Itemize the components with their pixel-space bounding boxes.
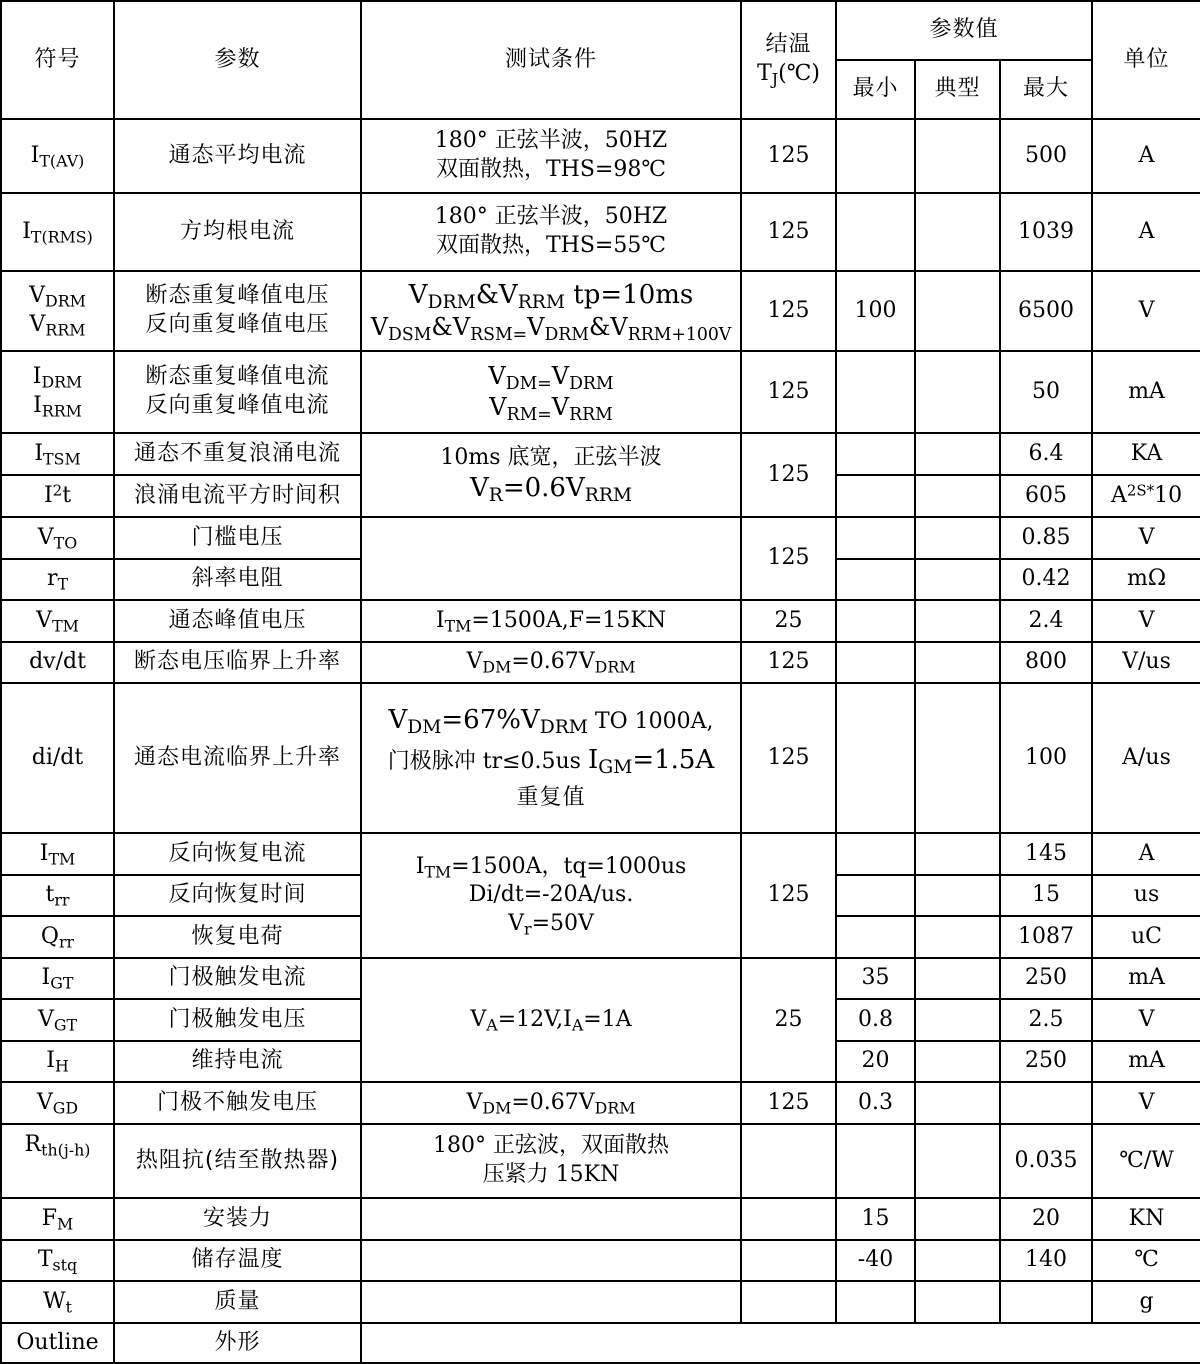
tj-cell <box>741 1198 836 1240</box>
unit-cell: g <box>1092 1281 1200 1323</box>
unit-cell: V <box>1092 1082 1200 1124</box>
symbol-cell: $V_{DRM}$ $V_{RRM}$ <box>1 271 114 351</box>
table-row <box>1 1240 1200 1281</box>
tj-cell: 125 <box>741 433 836 517</box>
condition-cell: $V_{DM}=0.67V_{DRM}$ <box>361 1082 741 1124</box>
symbol-cell: di/dt <box>1 683 114 833</box>
max-cell: 2.4 <box>1000 600 1092 642</box>
symbol-cell: $I_{GT}$ <box>1 958 114 999</box>
max-cell: 250 <box>1000 1041 1092 1082</box>
condition-cell: 180° 正弦半波，50HZ 双面散热，THS=55℃ <box>361 193 741 271</box>
param-cell: 通态不重复浪涌电流 <box>114 433 361 475</box>
max-cell: 0.42 <box>1000 559 1092 600</box>
param-cell: 恢复电荷 <box>114 916 361 958</box>
max-cell <box>1000 1082 1092 1124</box>
typ-cell <box>915 271 1000 351</box>
min-cell <box>836 600 915 642</box>
max-cell: 2.5 <box>1000 999 1092 1041</box>
table-row <box>1 193 1200 271</box>
min-cell <box>836 433 915 475</box>
header-param: 参数 <box>114 1 361 119</box>
tj-cell <box>741 1281 836 1323</box>
typ-cell <box>915 1082 1000 1124</box>
param-cell: 方均根电流 <box>114 193 361 271</box>
unit-cell: uC <box>1092 916 1200 958</box>
header-test: 测试条件 <box>361 1 741 119</box>
param-cell: 断态重复峰值电流 反向重复峰值电流 <box>114 351 361 433</box>
min-cell <box>836 475 915 517</box>
typ-cell <box>915 559 1000 600</box>
min-cell <box>836 833 915 875</box>
unit-cell: mA <box>1092 351 1200 433</box>
unit-cell: V <box>1092 271 1200 351</box>
table-row <box>1 1323 1200 1363</box>
unit-cell: mΩ <box>1092 559 1200 600</box>
symbol-cell: $R_{th(j-h)}$ <box>1 1124 114 1198</box>
unit-cell: A/us <box>1092 683 1200 833</box>
param-cell: 门极触发电压 <box>114 999 361 1041</box>
condition-cell <box>361 1281 741 1323</box>
tj-cell: 125 <box>741 642 836 683</box>
tj-cell <box>741 1124 836 1198</box>
header-row <box>1 1 1200 60</box>
min-cell <box>836 916 915 958</box>
table-row <box>1 683 1200 833</box>
param-cell: 门槛电压 <box>114 517 361 559</box>
tj-cell: 125 <box>741 833 836 958</box>
condition-cell <box>361 517 741 600</box>
tj-cell: 25 <box>741 600 836 642</box>
tj-cell: 125 <box>741 517 836 600</box>
table-row <box>1 833 1200 875</box>
condition-cell: $I_{TM}=1500A$，tq=1000us Di/dt=-20A/us. $V_r=50V$ <box>361 833 741 958</box>
condition-cell: $V_{DRM}\&V_{RRM}$ tp=10ms $V_{DSM}\&V_{RSM=}V_{DRM}\&V_{RRM+100V}$ <box>361 271 741 351</box>
typ-cell <box>915 642 1000 683</box>
max-cell: 50 <box>1000 351 1092 433</box>
tj-cell: 25 <box>741 958 836 1082</box>
table-row <box>1 642 1200 683</box>
symbol-cell: $F_M$ <box>1 1198 114 1240</box>
param-cell: 通态峰值电压 <box>114 600 361 642</box>
min-cell <box>836 875 915 916</box>
param-cell: 斜率电阻 <box>114 559 361 600</box>
typ-cell <box>915 875 1000 916</box>
param-cell: 质量 <box>114 1281 361 1323</box>
param-cell: 反向恢复时间 <box>114 875 361 916</box>
param-cell: 储存温度 <box>114 1240 361 1281</box>
condition-cell: 10ms 底宽，正弦半波 $V_R=0.6V_{RRM}$ <box>361 433 741 517</box>
unit-cell: A <box>1092 833 1200 875</box>
header-max: 最大 <box>1000 60 1092 119</box>
unit-cell: V <box>1092 517 1200 559</box>
table-row <box>1 351 1200 433</box>
condition-cell: $V_A=12V,I_A=1A$ <box>361 958 741 1082</box>
typ-cell <box>915 475 1000 517</box>
param-cell: 断态电压临界上升率 <box>114 642 361 683</box>
max-cell: 0.85 <box>1000 517 1092 559</box>
condition-cell: $V_{DM}=67\%V_{DRM}$ TO 1000A, 门极脉冲 tr≤0.5us $I_{GM}=1.5A$ 重复值 <box>361 683 741 833</box>
max-cell: 15 <box>1000 875 1092 916</box>
tj-cell: 125 <box>741 271 836 351</box>
symbol-cell: $I_{DRM}$ $I_{RRM}$ <box>1 351 114 433</box>
unit-cell: KN <box>1092 1198 1200 1240</box>
header-min: 最小 <box>836 60 915 119</box>
table-row <box>1 517 1200 559</box>
typ-cell <box>915 1041 1000 1082</box>
typ-cell <box>915 193 1000 271</box>
unit-cell: A <box>1092 119 1200 193</box>
min-cell <box>836 1281 915 1323</box>
unit-cell: A <box>1092 193 1200 271</box>
unit-cell: us <box>1092 875 1200 916</box>
symbol-cell: $I_{T(AV)}$ <box>1 119 114 193</box>
symbol-cell: $I_{TSM}$ <box>1 433 114 475</box>
min-cell: 0.3 <box>836 1082 915 1124</box>
typ-cell <box>915 999 1000 1041</box>
max-cell: 0.035 <box>1000 1124 1092 1198</box>
typ-cell <box>915 1198 1000 1240</box>
max-cell: 500 <box>1000 119 1092 193</box>
typ-cell <box>915 119 1000 193</box>
min-cell: 20 <box>836 1041 915 1082</box>
typ-cell <box>915 600 1000 642</box>
typ-cell <box>915 1240 1000 1281</box>
condition-cell: $V_{DM}=0.67V_{DRM}$ <box>361 642 741 683</box>
header-symbol: 符号 <box>1 1 114 119</box>
max-cell: 800 <box>1000 642 1092 683</box>
outline-cell <box>361 1323 1200 1363</box>
max-cell: 145 <box>1000 833 1092 875</box>
typ-cell <box>915 517 1000 559</box>
table-row <box>1 958 1200 999</box>
typ-cell <box>915 433 1000 475</box>
symbol-cell: $V_{TO}$ <box>1 517 114 559</box>
param-cell: 外形 <box>114 1323 361 1363</box>
param-cell: 反向恢复电流 <box>114 833 361 875</box>
max-cell: 1039 <box>1000 193 1092 271</box>
symbol-cell: $t_{rr}$ <box>1 875 114 916</box>
min-cell: 15 <box>836 1198 915 1240</box>
param-cell: 通态电流临界上升率 <box>114 683 361 833</box>
table-row <box>1 1281 1200 1323</box>
min-cell <box>836 517 915 559</box>
unit-cell: ℃/W <box>1092 1124 1200 1198</box>
tj-cell: 125 <box>741 193 836 271</box>
header-tj-label: 结温 <box>765 32 812 58</box>
param-cell: 门极不触发电压 <box>114 1082 361 1124</box>
header-tj-unit: $T_J(℃)$ <box>757 61 820 89</box>
typ-cell <box>915 916 1000 958</box>
tj-cell: 125 <box>741 351 836 433</box>
min-cell: 100 <box>836 271 915 351</box>
table-row <box>1 1198 1200 1240</box>
param-cell: 通态平均电流 <box>114 119 361 193</box>
min-cell: -40 <box>836 1240 915 1281</box>
min-cell <box>836 559 915 600</box>
unit-cell: V/us <box>1092 642 1200 683</box>
symbol-cell: $Q_{rr}$ <box>1 916 114 958</box>
table-row <box>1 1082 1200 1124</box>
tj-cell <box>741 1240 836 1281</box>
table-row <box>1 433 1200 475</box>
header-tj <box>741 1 836 119</box>
param-cell: 门极触发电流 <box>114 958 361 999</box>
max-cell: 250 <box>1000 958 1092 999</box>
param-cell: 断态重复峰值电压 反向重复峰值电压 <box>114 271 361 351</box>
symbol-cell: $V_{GT}$ <box>1 999 114 1041</box>
table-row <box>1 600 1200 642</box>
condition-cell: 180° 正弦半波，50HZ 双面散热，THS=98℃ <box>361 119 741 193</box>
tj-cell: 125 <box>741 119 836 193</box>
unit-cell: mA <box>1092 1041 1200 1082</box>
max-cell: 20 <box>1000 1198 1092 1240</box>
header-unit: 单位 <box>1092 1 1200 119</box>
max-cell: 605 <box>1000 475 1092 517</box>
max-cell: 6.4 <box>1000 433 1092 475</box>
min-cell <box>836 683 915 833</box>
condition-cell: $V_{DM=}V_{DRM}$ $V_{RM=}V_{RRM}$ <box>361 351 741 433</box>
max-cell: 100 <box>1000 683 1092 833</box>
unit-cell: V <box>1092 999 1200 1041</box>
param-cell: 浪涌电流平方时间积 <box>114 475 361 517</box>
table-row <box>1 119 1200 193</box>
max-cell: 1087 <box>1000 916 1092 958</box>
min-cell <box>836 193 915 271</box>
min-cell: 0.8 <box>836 999 915 1041</box>
typ-cell <box>915 1281 1000 1323</box>
max-cell: 140 <box>1000 1240 1092 1281</box>
condition-cell <box>361 1240 741 1281</box>
symbol-cell: $I^2t$ <box>1 475 114 517</box>
header-value: 参数值 <box>836 1 1092 60</box>
tj-cell: 125 <box>741 683 836 833</box>
table-row <box>1 1124 1200 1198</box>
condition-cell: 180° 正弦波，双面散热 压紧力 15KN <box>361 1124 741 1198</box>
condition-cell <box>361 1198 741 1240</box>
min-cell: 35 <box>836 958 915 999</box>
min-cell <box>836 642 915 683</box>
unit-cell: ℃ <box>1092 1240 1200 1281</box>
min-cell <box>836 1124 915 1198</box>
typ-cell <box>915 351 1000 433</box>
symbol-cell: $I_{T(RMS)}$ <box>1 193 114 271</box>
unit-cell: mA <box>1092 958 1200 999</box>
typ-cell <box>915 958 1000 999</box>
unit-cell: V <box>1092 600 1200 642</box>
typ-cell <box>915 833 1000 875</box>
param-cell: 安装力 <box>114 1198 361 1240</box>
unit-cell: KA <box>1092 433 1200 475</box>
min-cell <box>836 119 915 193</box>
symbol-cell: $V_{GD}$ <box>1 1082 114 1124</box>
typ-cell <box>915 1124 1000 1198</box>
typ-cell <box>915 683 1000 833</box>
symbol-cell: $I_H$ <box>1 1041 114 1082</box>
param-cell: 维持电流 <box>114 1041 361 1082</box>
symbol-cell: $V_{TM}$ <box>1 600 114 642</box>
tj-cell: 125 <box>741 1082 836 1124</box>
unit-cell: $A^{2S*}10$ <box>1092 475 1200 517</box>
symbol-cell: dv/dt <box>1 642 114 683</box>
condition-cell: $I_{TM}=1500A,F=15KN$ <box>361 600 741 642</box>
max-cell: 6500 <box>1000 271 1092 351</box>
min-cell <box>836 351 915 433</box>
table-row <box>1 271 1200 351</box>
symbol-cell: $T_{stq}$ <box>1 1240 114 1281</box>
max-cell <box>1000 1281 1092 1323</box>
header-typ: 典型 <box>915 60 1000 119</box>
param-cell: 热阻抗(结至散热器) <box>114 1124 361 1198</box>
symbol-cell: $I_{TM}$ <box>1 833 114 875</box>
symbol-cell: Outline <box>1 1323 114 1363</box>
symbol-cell: $r_T$ <box>1 559 114 600</box>
symbol-cell: $W_t$ <box>1 1281 114 1323</box>
